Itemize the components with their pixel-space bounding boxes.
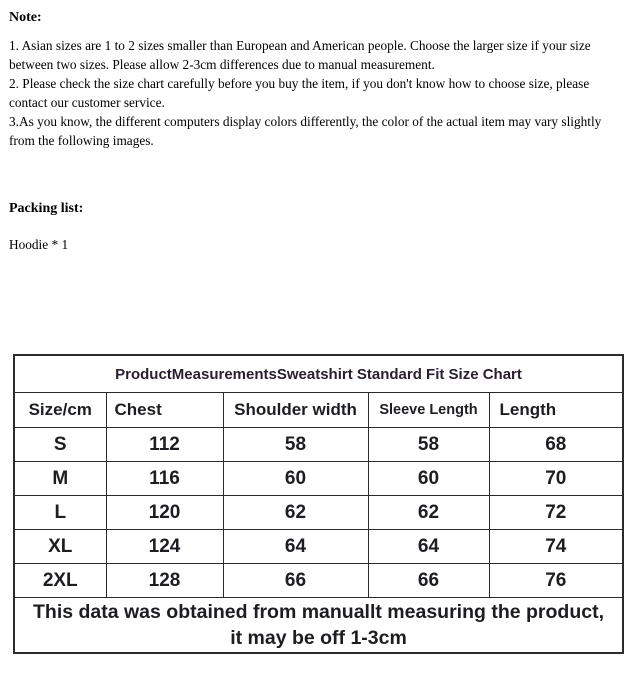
size-row-l — [14, 496, 623, 530]
size-chart-footnote-row — [14, 598, 623, 654]
sleeve-length-cell: 64 — [368, 530, 489, 564]
length-cell: 74 — [489, 530, 623, 564]
chest-cell: 124 — [106, 530, 223, 564]
length-cell: 72 — [489, 496, 623, 530]
chest-cell: 116 — [106, 462, 223, 496]
length-cell: 76 — [489, 564, 623, 598]
size-chart-header-row — [14, 393, 623, 428]
column-header-length: Length — [489, 393, 623, 428]
column-header-chest: Chest — [106, 393, 223, 428]
size-row-2xl — [14, 564, 623, 598]
length-cell: 68 — [489, 428, 623, 462]
note-item-2: 2. Please check the size chart carefully before you buy the item, if you don't know how to choose size, please contact our customer service. — [9, 76, 590, 110]
shoulder-width-cell: 66 — [223, 564, 368, 598]
size-cell: L — [14, 496, 106, 530]
chest-cell: 112 — [106, 428, 223, 462]
size-cell: 2XL — [14, 564, 106, 598]
size-chart-table — [13, 354, 624, 654]
note-list — [9, 36, 611, 150]
shoulder-width-cell: 60 — [223, 462, 368, 496]
column-header-size-cm: Size/cm — [14, 393, 106, 428]
sleeve-length-cell: 66 — [368, 564, 489, 598]
size-chart-footnote — [14, 598, 623, 654]
footnote-line-1: This data was obtained from manuallt measuring the product, — [33, 601, 604, 623]
sleeve-length-cell: 62 — [368, 496, 489, 530]
length-cell: 70 — [489, 462, 623, 496]
size-row-xl — [14, 530, 623, 564]
size-cell: M — [14, 462, 106, 496]
sleeve-length-cell: 60 — [368, 462, 489, 496]
note-heading: Note: — [9, 10, 42, 25]
chest-cell: 120 — [106, 496, 223, 530]
sleeve-length-cell: 58 — [368, 428, 489, 462]
note-item-1: 1. Asian sizes are 1 to 2 sizes smaller than European and American people. Choose the larger size if your size between two sizes. Please allow 2-3cm differences due to manual measurement. — [9, 38, 591, 72]
column-header-sleeve-length: Sleeve Length — [368, 393, 489, 428]
note-item-3: 3.As you know, the different computers display colors differently, the color of the actual item may vary slightly from the following images. — [9, 114, 602, 148]
size-chart-title-row — [14, 355, 623, 393]
shoulder-width-cell: 62 — [223, 496, 368, 530]
size-row-s — [14, 428, 623, 462]
packing-list-item: Hoodie * 1 — [9, 237, 69, 252]
shoulder-width-cell: 64 — [223, 530, 368, 564]
shoulder-width-cell: 58 — [223, 428, 368, 462]
size-cell: S — [14, 428, 106, 462]
column-header-shoulder-width: Shoulder width — [223, 393, 368, 428]
footnote-line-2: it may be off 1-3cm — [230, 627, 407, 649]
packing-list-heading: Packing list: — [9, 201, 84, 216]
size-chart-title: ProductMeasurementsSweatshirt Standard Fit Size Chart — [14, 355, 623, 393]
chest-cell: 128 — [106, 564, 223, 598]
size-row-m — [14, 462, 623, 496]
size-cell: XL — [14, 530, 106, 564]
